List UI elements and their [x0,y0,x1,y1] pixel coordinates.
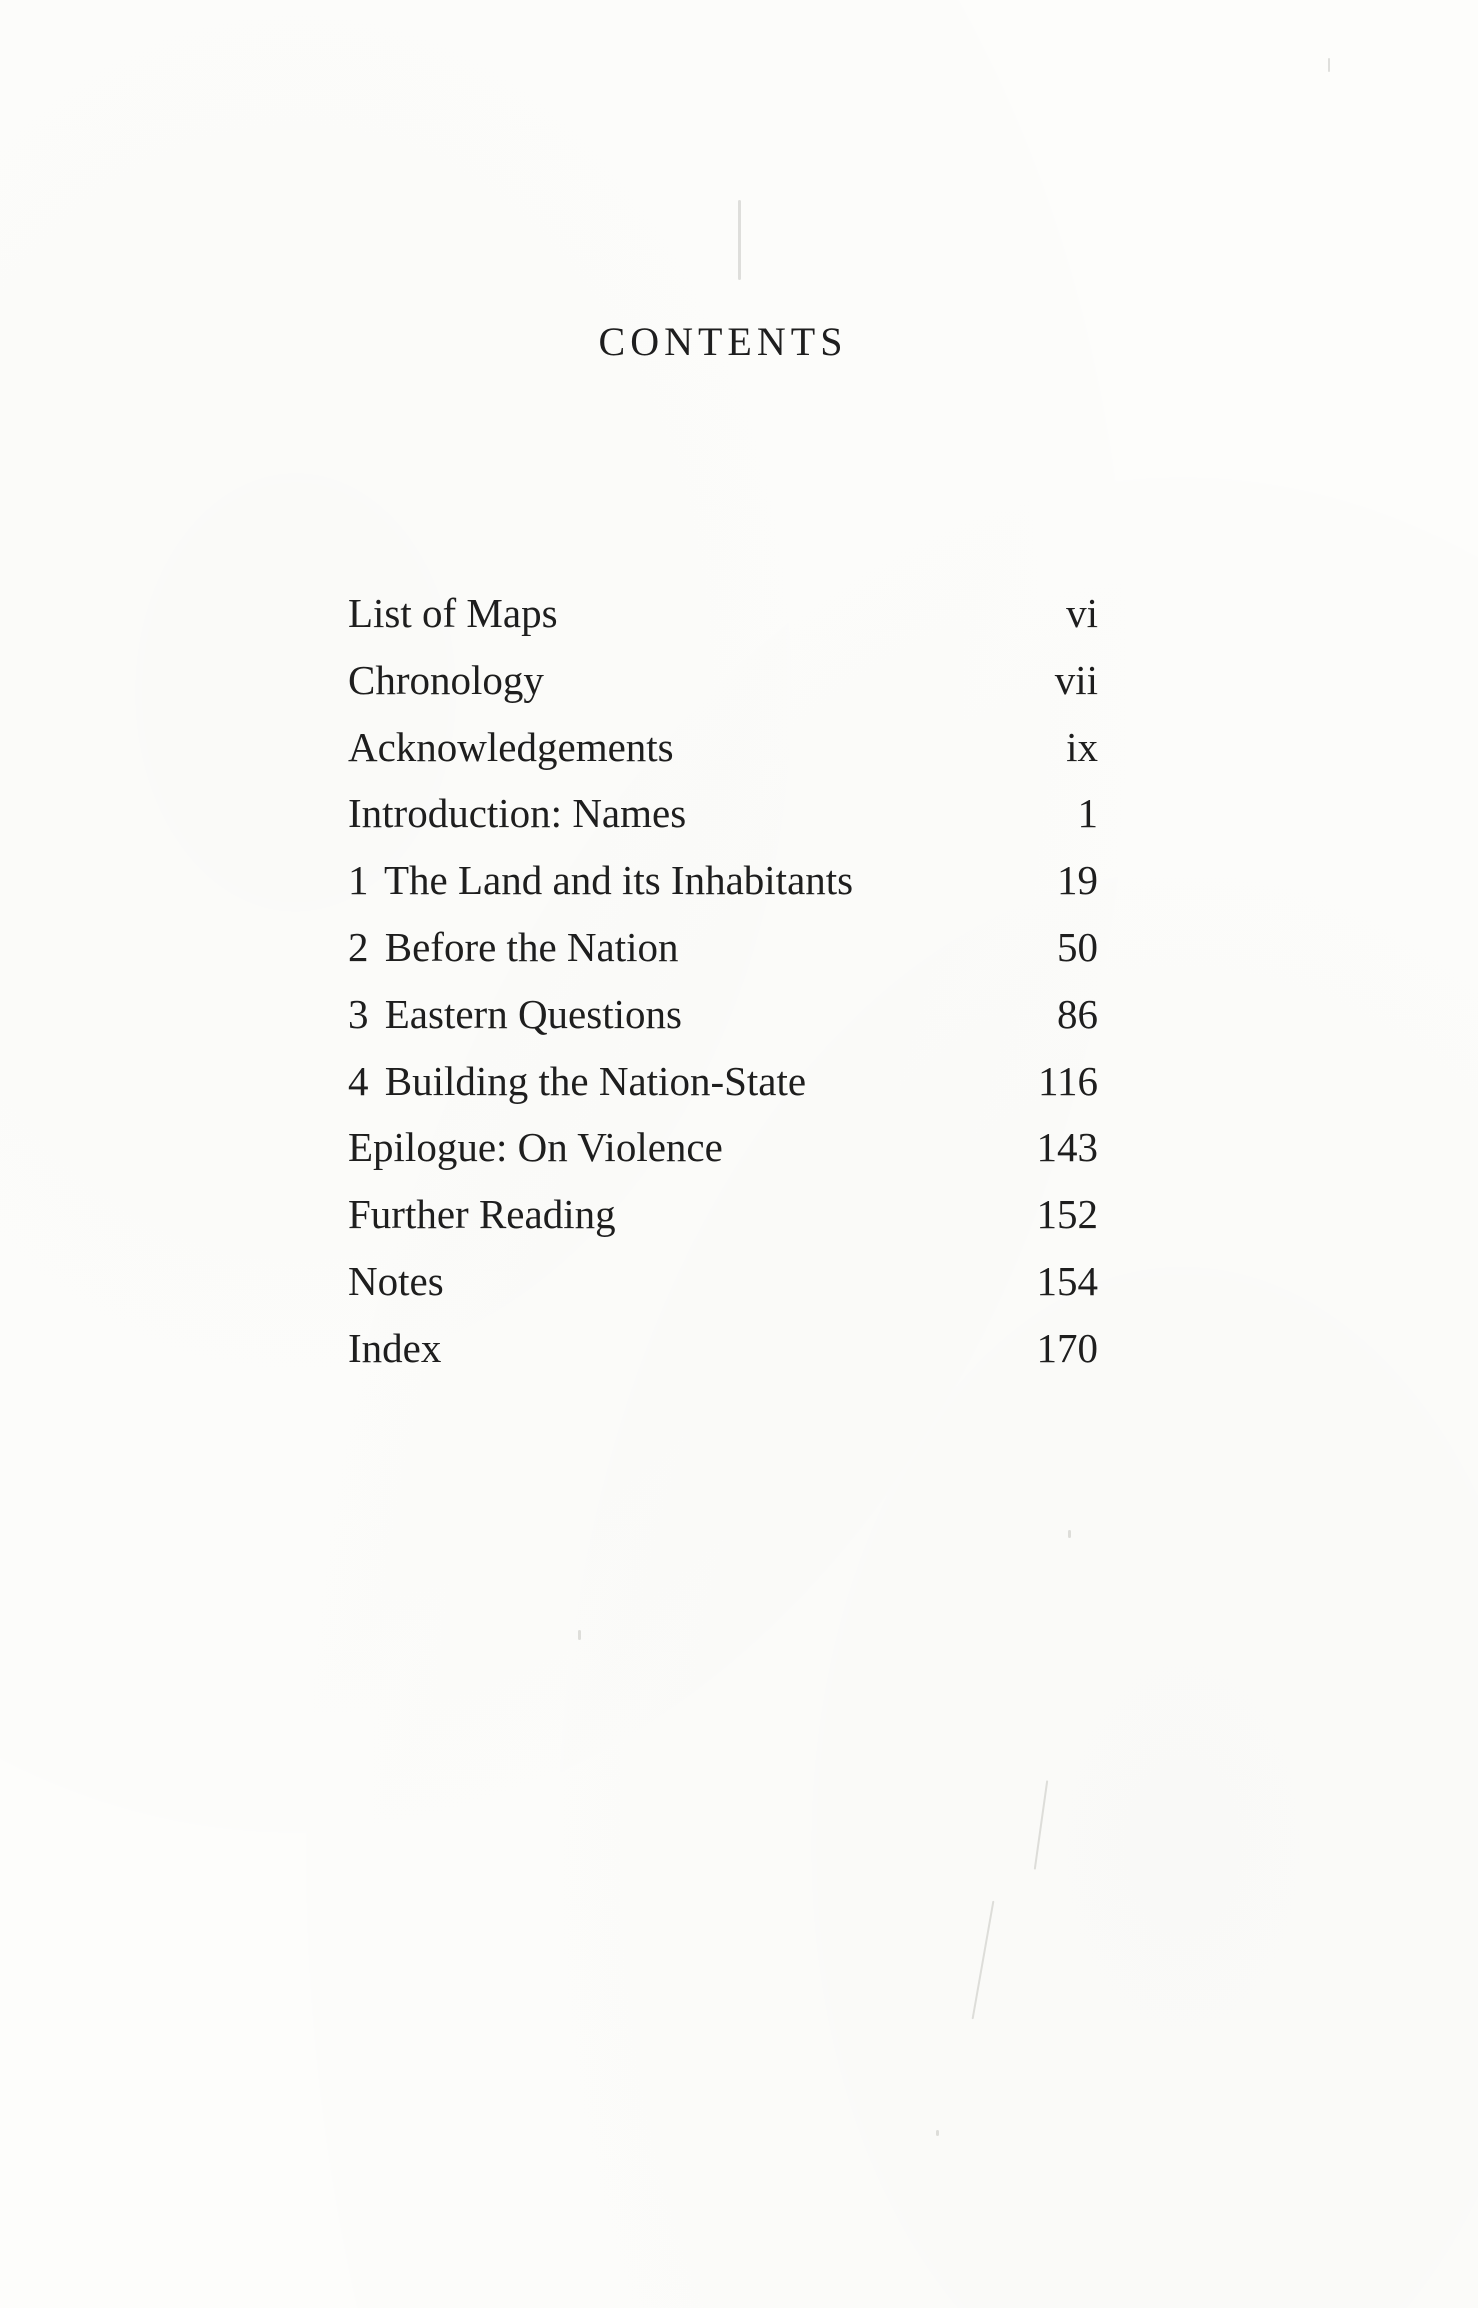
toc-page-number: 143 [1036,1124,1098,1171]
scan-speck [738,200,741,280]
chapter-number: 3 [348,990,369,1037]
scan-speck [972,1901,995,2020]
toc-entry-label [348,914,678,980]
toc-page-number: 86 [1057,990,1098,1037]
scan-speck [1328,58,1330,72]
toc-page-number: 116 [1038,1057,1098,1104]
toc-entry-label [348,580,558,646]
chapter-number: 4 [348,1057,369,1104]
toc-entry [348,714,1098,781]
toc-page-number: 50 [1057,923,1098,970]
toc-entry-title: Epilogue: On Violence [348,1124,723,1171]
toc-entry [348,1114,1098,1181]
page-title: CONTENTS [598,319,848,364]
scan-speck [1034,1780,1049,1869]
toc-entry [348,1181,1098,1248]
toc-entry [348,981,1098,1048]
toc-entry-label [348,1248,444,1314]
toc-entry-title: Eastern Questions [384,990,682,1037]
scan-speck [1068,1530,1071,1538]
toc-entry-label [348,780,686,846]
toc-entry-label [348,647,544,713]
toc-entry-label [348,1315,441,1381]
scan-speck [578,1630,581,1640]
toc-page-number: vi [1066,590,1098,636]
toc-entry-title: Index [348,1324,442,1371]
toc-entry [348,847,1098,914]
toc-entry-title: The Land and its Inhabitants [384,857,854,904]
toc-entry [348,780,1098,847]
toc-entry [348,1248,1098,1315]
toc-page-number: vii [1054,656,1098,703]
toc-entry-title: Introduction: Names [348,790,687,837]
toc-entry [348,647,1098,714]
toc-entry-title: Building the Nation-State [384,1057,807,1104]
toc-entry-label [348,1114,723,1180]
toc-entry-label [348,1181,616,1247]
chapter-number: 2 [348,923,369,970]
toc-entry [348,1048,1098,1115]
scan-speck [936,2130,939,2136]
toc-page-number: 152 [1036,1191,1098,1238]
toc-entry-title: Chronology [348,656,544,703]
toc-entry-title: Notes [348,1257,444,1304]
toc-entry-title: List of Maps [348,590,558,636]
toc-entry-label [348,1048,806,1114]
toc-page-number: 154 [1036,1257,1098,1304]
chapter-number: 1 [348,857,369,904]
toc-entry-title: Acknowledgements [348,723,674,770]
toc-entry [348,914,1098,981]
table-of-contents [348,580,1098,1382]
toc-entry-label [348,981,682,1047]
toc-entry-title: Further Reading [348,1191,616,1238]
toc-page-number: 19 [1057,857,1098,904]
toc-entry-label [348,714,674,780]
toc-page-number: 170 [1036,1324,1098,1371]
toc-entry [348,1315,1098,1382]
toc-entry-label [348,847,853,913]
toc-entry [348,580,1098,647]
toc-entry-title: Before the Nation [384,923,679,970]
toc-page-number: ix [1066,723,1098,770]
toc-page-number: 1 [1077,790,1098,837]
